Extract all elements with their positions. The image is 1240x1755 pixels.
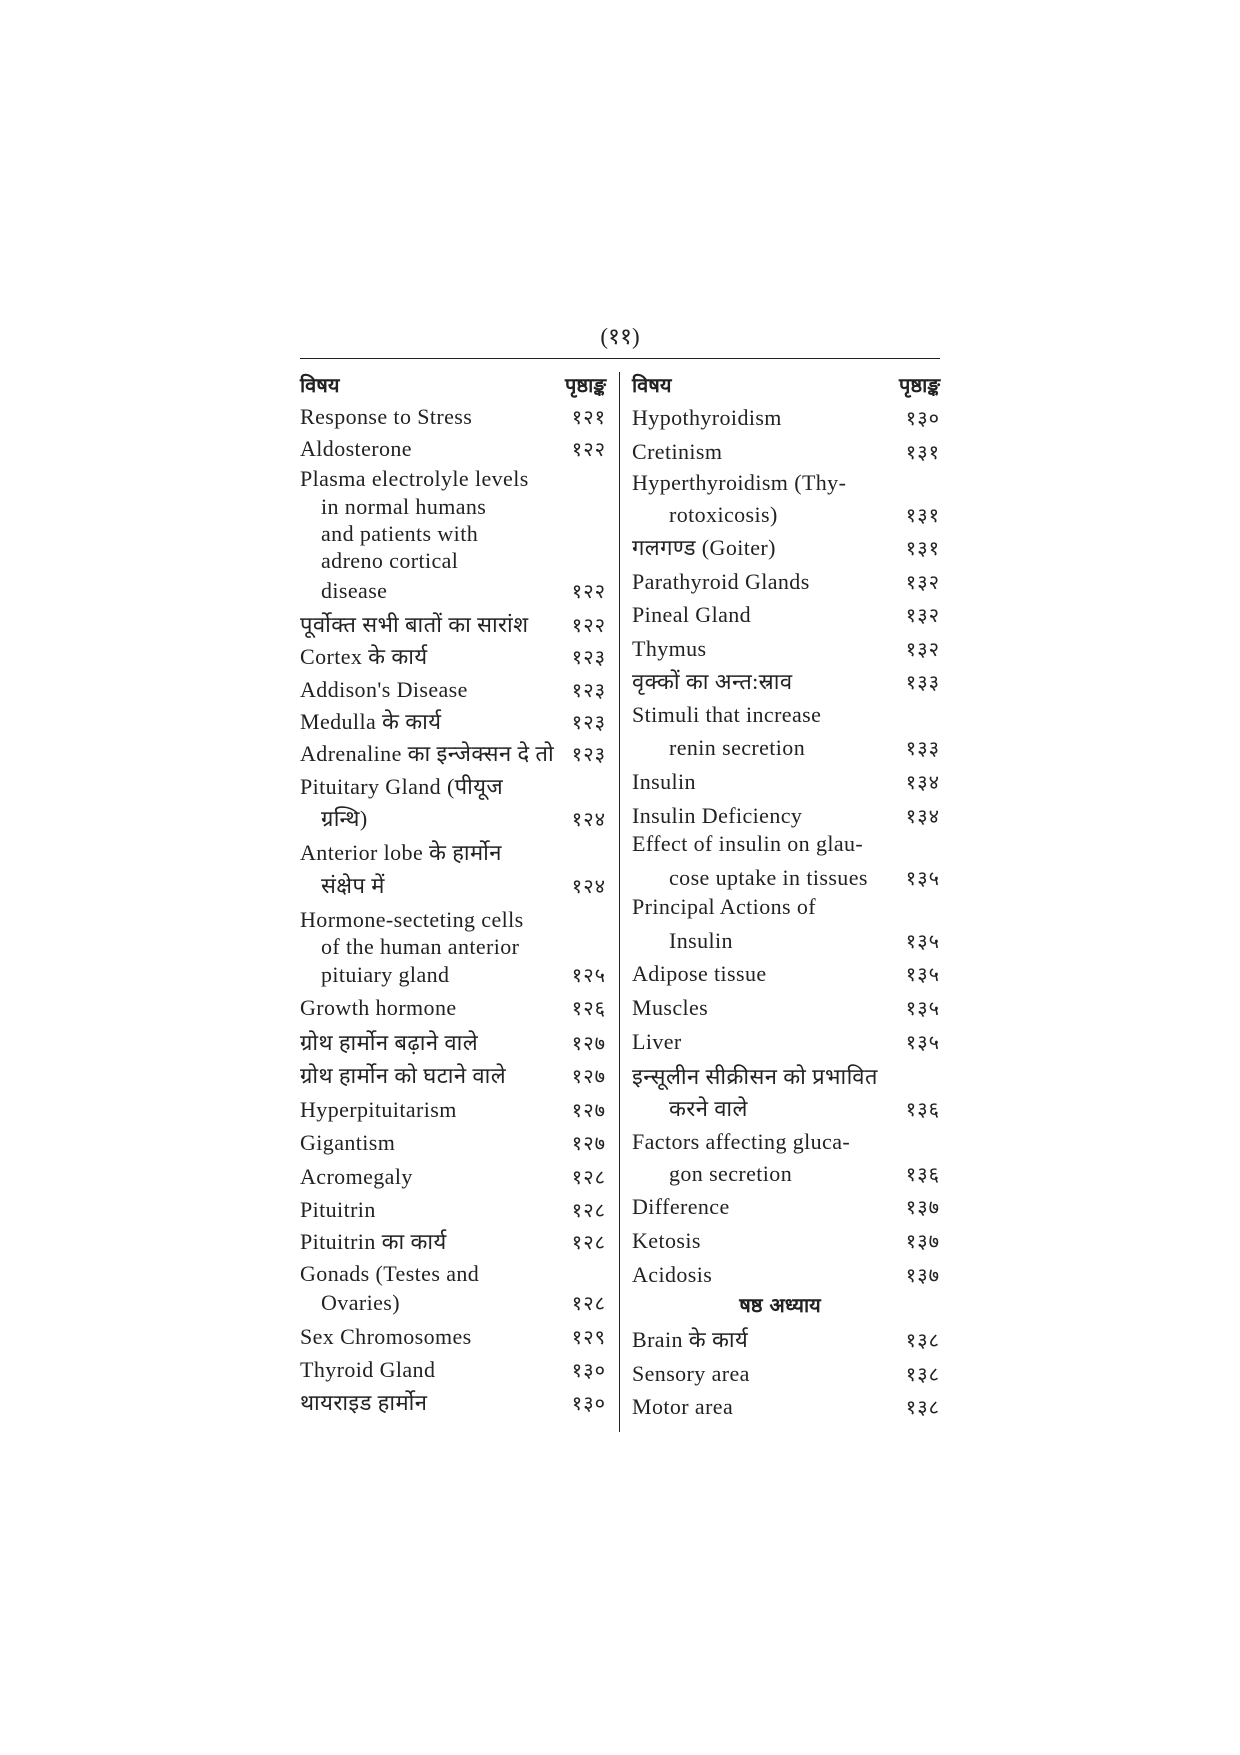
right-entry-page: १३५ xyxy=(905,866,940,890)
right-entry-label: Motor area xyxy=(632,1394,734,1419)
left-entry-label: Thyroid Gland xyxy=(300,1357,436,1382)
right-entry-label: Acidosis xyxy=(632,1262,713,1287)
right-entry-page: १३८ xyxy=(905,1395,940,1419)
right-entry-label-continued: Insulin xyxy=(669,928,733,953)
left-entry-label: Gigantism xyxy=(300,1130,396,1155)
right-entry-page: १३७ xyxy=(905,1263,940,1287)
right-entry-label: Hypothyroidism xyxy=(632,405,782,430)
right-entry-page: १३६ xyxy=(905,1162,940,1186)
left-entry-page: १२२ xyxy=(571,579,606,603)
right-entry-page: १३२ xyxy=(905,570,940,594)
left-entry-label: Hyperpituitarism xyxy=(300,1097,457,1122)
left-entry-label: Gonads (Testes and xyxy=(300,1261,480,1286)
right-entry-label-continued: cose uptake in tissues xyxy=(669,865,868,890)
right-page-header: पृष्ठाङ्क xyxy=(899,373,940,397)
left-entry-label: Pituitary Gland (पीयूज xyxy=(300,774,504,799)
right-entry-label: Liver xyxy=(632,1029,682,1054)
right-entry-page: १३८ xyxy=(905,1328,940,1352)
right-subject-header: विषय xyxy=(632,373,672,397)
left-entry-label-continued: ग्रन्थि) xyxy=(321,806,368,831)
right-entry-page: १३४ xyxy=(905,804,940,828)
right-entry-label-continued: करने वाले xyxy=(669,1096,748,1121)
right-entry-label: Adipose tissue xyxy=(632,961,767,986)
left-entry-label: Sex Chromosomes xyxy=(300,1324,472,1349)
header-rule xyxy=(300,358,940,359)
right-entry-page: १३५ xyxy=(905,1030,940,1054)
right-entry-page: १३२ xyxy=(905,603,940,627)
left-entry-label-continued: pituiary gland xyxy=(321,962,450,987)
right-entry-page: १३७ xyxy=(905,1195,940,1219)
left-entry-label-continued: adreno cortical xyxy=(321,548,459,573)
right-entry-label: Factors affecting gluca- xyxy=(632,1129,851,1154)
left-entry-label: थायराइड हार्मोन xyxy=(300,1390,428,1415)
left-entry-page: १२७ xyxy=(571,1031,606,1055)
right-entry-label-continued: rotoxicosis) xyxy=(669,502,778,527)
left-entry-label: पूर्वोक्त सभी बातों का सारांश xyxy=(300,612,529,637)
left-entry-label-continued: in normal humans xyxy=(321,494,487,519)
left-entry-page: १२५ xyxy=(571,963,606,987)
right-entry-page: १३२ xyxy=(905,637,940,661)
left-entry-page: १२१ xyxy=(571,405,606,429)
left-entry-page: १२६ xyxy=(571,996,606,1020)
right-entry-page: १३७ xyxy=(905,1229,940,1253)
right-entry-label: Parathyroid Glands xyxy=(632,569,810,594)
right-entry-page: १३५ xyxy=(905,962,940,986)
left-entry-label: ग्रोथ हार्मोन बढ़ाने वाले xyxy=(300,1030,479,1055)
left-entry-page: १२९ xyxy=(571,1325,606,1349)
right-entry-page: १३१ xyxy=(905,536,940,560)
left-entry-page: १२८ xyxy=(571,1165,606,1189)
right-entry-page: १३१ xyxy=(905,440,940,464)
left-entry-label: Plasma electrolyle levels xyxy=(300,466,529,491)
left-entry-page: १३० xyxy=(571,1391,606,1415)
left-entry-label: Pituitrin xyxy=(300,1197,376,1222)
left-entry-page: १२७ xyxy=(571,1131,606,1155)
right-entry-page: १३३ xyxy=(905,670,940,694)
left-entry-label: Hormone-secteting cells xyxy=(300,907,524,932)
right-entry-label: Brain के कार्य xyxy=(632,1327,749,1352)
left-entry-page: १२३ xyxy=(571,645,606,669)
left-entry-page: १३० xyxy=(571,1358,606,1382)
left-entry-label: Pituitrin का कार्य xyxy=(300,1229,447,1254)
right-entry-label-continued: gon secretion xyxy=(669,1161,793,1186)
left-subject-header: विषय xyxy=(300,373,340,397)
left-entry-label: ग्रोथ हार्मोन को घटाने वाले xyxy=(300,1063,507,1088)
left-entry-page: १२४ xyxy=(571,874,606,898)
right-entry-label-continued: renin secretion xyxy=(669,735,806,760)
left-entry-label: Adrenaline का इन्जेक्सन दे तो xyxy=(300,741,555,766)
right-entry-label: वृक्कों का अन्त:स्राव xyxy=(632,669,793,694)
right-entry-page: १३४ xyxy=(905,770,940,794)
left-entry-page: १२८ xyxy=(571,1291,606,1315)
page-number: (११) xyxy=(600,324,640,349)
left-entry-page: १२३ xyxy=(571,710,606,734)
left-entry-page: १२३ xyxy=(571,678,606,702)
right-entry-label: Hyperthyroidism (Thy- xyxy=(632,470,847,495)
left-page-header: पृष्ठाङ्क xyxy=(565,373,606,397)
left-entry-label: Cortex के कार्य xyxy=(300,644,428,669)
left-entry-page: १२७ xyxy=(571,1064,606,1088)
left-entry-page: १२३ xyxy=(571,742,606,766)
left-entry-label-continued: संक्षेप में xyxy=(321,873,385,898)
left-entry-page: १२७ xyxy=(571,1098,606,1122)
right-entry-page: १३० xyxy=(905,406,940,430)
right-entry-label: Stimuli that increase xyxy=(632,702,822,727)
left-entry-label: Acromegaly xyxy=(300,1164,413,1189)
right-entry-page: १३३ xyxy=(905,736,940,760)
right-entry-label: Ketosis xyxy=(632,1228,701,1253)
left-entry-label: Response to Stress xyxy=(300,404,473,429)
chapter-heading: षष्ठ अध्याय xyxy=(739,1293,821,1317)
right-entry-page: १३८ xyxy=(905,1362,940,1386)
right-entry-label: Cretinism xyxy=(632,439,723,464)
right-entry-label: Pineal Gland xyxy=(632,602,752,627)
left-entry-page: १२८ xyxy=(571,1230,606,1254)
right-entry-label: Effect of insulin on glau- xyxy=(632,831,864,856)
left-entry-page: १२८ xyxy=(571,1198,606,1222)
left-entry-label-continued: of the human anterior xyxy=(321,934,520,959)
left-entry-label-continued: disease xyxy=(321,578,388,603)
right-entry-label: Principal Actions of xyxy=(632,894,816,919)
right-entry-label: Insulin Deficiency xyxy=(632,803,803,828)
right-entry-label: Sensory area xyxy=(632,1361,750,1386)
right-entry-label: Muscles xyxy=(632,995,709,1020)
right-entry-label: इन्सूलीन सीक्रीसन को प्रभावित xyxy=(632,1064,878,1089)
right-entry-page: १३६ xyxy=(905,1097,940,1121)
right-entry-label: Difference xyxy=(632,1194,730,1219)
right-entry-label: Thymus xyxy=(632,636,707,661)
left-entry-page: १२२ xyxy=(571,613,606,637)
left-entry-page: १२४ xyxy=(571,807,606,831)
column-divider xyxy=(619,372,620,1432)
left-entry-page: १२२ xyxy=(571,437,606,461)
left-entry-label: Aldosterone xyxy=(300,436,412,461)
left-entry-label: Medulla के कार्य xyxy=(300,709,442,734)
left-entry-label-continued: Ovaries) xyxy=(321,1290,400,1315)
right-entry-label: गलगण्ड (Goiter) xyxy=(632,535,776,560)
right-entry-page: १३५ xyxy=(905,929,940,953)
left-entry-label-continued: and patients with xyxy=(321,521,479,546)
left-entry-label: Addison's Disease xyxy=(300,677,468,702)
right-entry-label: Insulin xyxy=(632,769,696,794)
left-entry-label: Growth hormone xyxy=(300,995,457,1020)
left-entry-label: Anterior lobe के हार्मोन xyxy=(300,840,502,865)
right-entry-page: १३५ xyxy=(905,996,940,1020)
right-entry-page: १३१ xyxy=(905,503,940,527)
